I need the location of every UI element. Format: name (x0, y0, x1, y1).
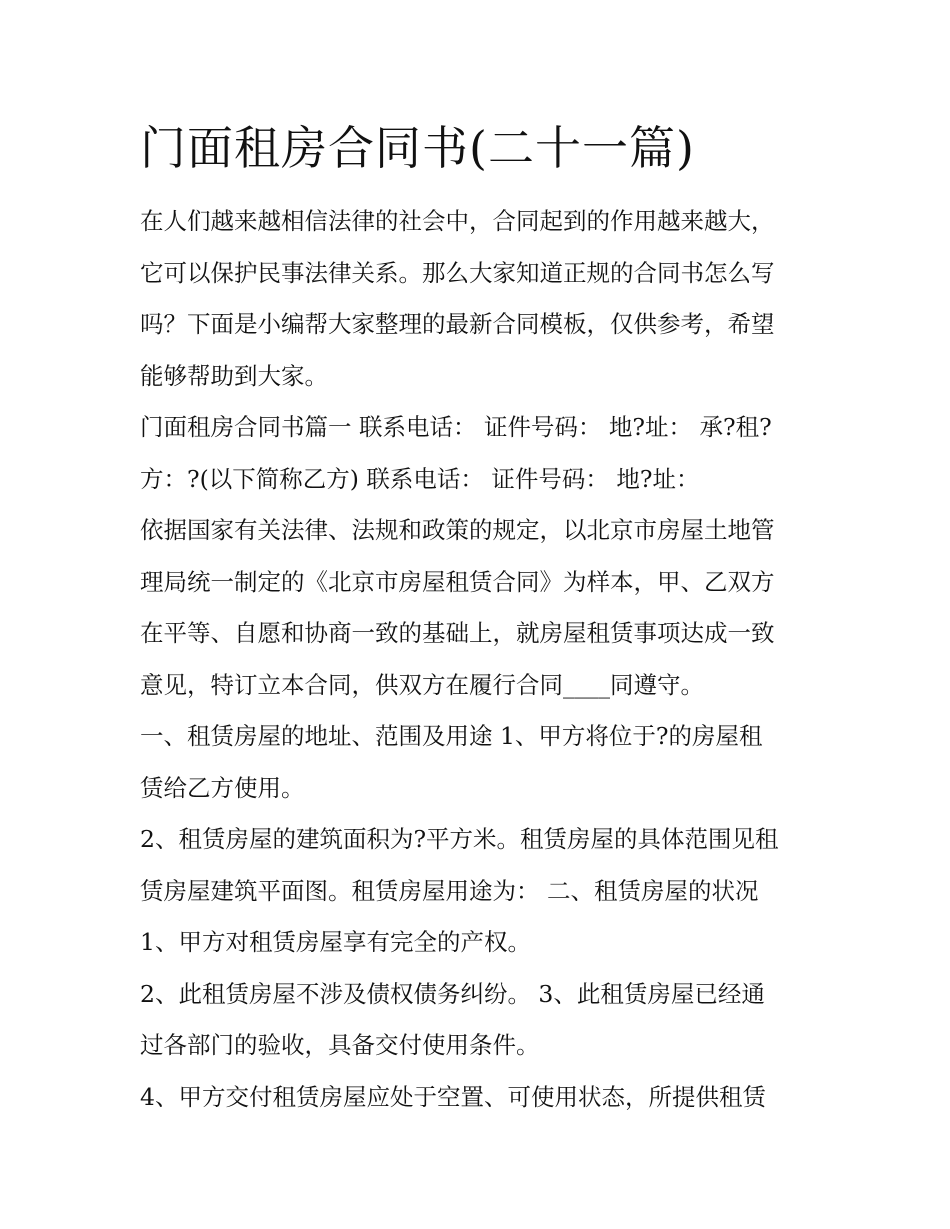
body-line: 一、租赁房屋的地址、范围及用途 1、甲方将位于?的房屋租 (140, 722, 763, 750)
body-line: 1、甲方对租赁房屋享有完全的产权。 (140, 928, 531, 956)
body-line: 在人们越来越相信法律的社会中，合同起到的作用越来越大， (140, 207, 775, 235)
body-line: 它可以保护民事法律关系。那么大家知道正规的合同书怎么写 (140, 258, 775, 287)
document-body (140, 196, 820, 1123)
body-line: 2、租赁房屋的建筑面积为?平方米。租赁房屋的具体范围见租 (140, 825, 779, 853)
body-line: 方：?(以下简称乙方) 联系电话： 证件号码： 地?址： (140, 464, 700, 493)
body-line: 吗？下面是小编帮大家整理的最新合同模板，仅供参考，希望 (140, 310, 775, 338)
body-line: 2、此租赁房屋不涉及债权债务纠纷。 3、此租赁房屋已经通 (140, 979, 765, 1008)
body-line: 4、甲方交付租赁房屋应处于空置、可使用状态，所提供租赁 (140, 1082, 766, 1111)
body-line: 意见，特订立本合同，供双方在履行合同____同遵守。 (140, 670, 704, 699)
document-title: 门面租房合同书(二十一篇) (140, 121, 695, 175)
body-line: 能够帮助到大家。 (140, 361, 328, 390)
body-line: 赁房屋建筑平面图。租赁房屋用途为： 二、租赁房屋的状况 (140, 876, 759, 905)
body-line: 门面租房合同书篇一 联系电话： 证件号码： 地?址： 承?租? (140, 413, 772, 441)
body-line: 赁给乙方使用。 (140, 773, 305, 802)
body-line: 在平等、自愿和协商一致的基础上，就房屋租赁事项达成一致 (140, 619, 775, 647)
body-line: 依据国家有关法律、法规和政策的规定，以北京市房屋土地管 (140, 516, 775, 544)
body-line: 过各部门的验收，具备交付使用条件。 (140, 1031, 540, 1059)
body-line: 理局统一制定的《北京市房屋租赁合同》为样本，甲、乙双方 (140, 567, 775, 596)
